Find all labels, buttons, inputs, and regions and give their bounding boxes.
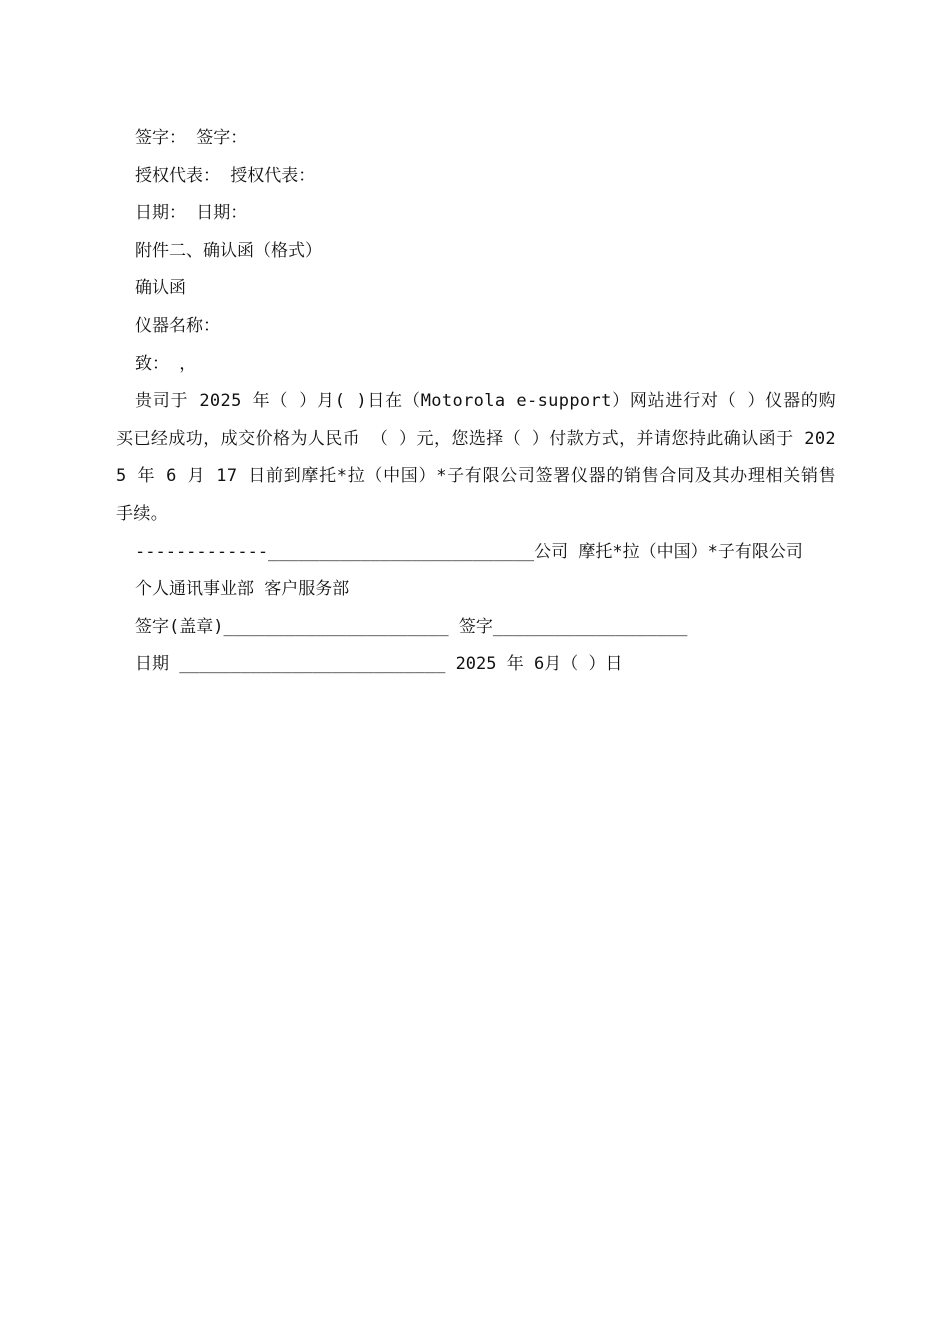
authorized-rep-heading: 授权代表： 授权代表： <box>135 165 316 186</box>
date-line: 日期 __________________________ 2025 年 6月（ ）日 <box>135 654 623 675</box>
document-body <box>116 120 836 684</box>
date-heading: 日期： 日期： <box>135 203 248 224</box>
signature-heading: 签字： 签字： <box>135 128 248 148</box>
signature-seal-line: 签字(盖章)______________________ 签字___________________ <box>135 616 688 637</box>
company-line: -------------__________________________公司 摩托*拉（中国）*子有限公司 <box>135 541 803 562</box>
addressee-line: 致： ， <box>135 353 197 374</box>
confirmation-letter-title: 确认函 <box>135 278 186 299</box>
department-line: 个人通讯事业部 客户服务部 <box>135 579 350 600</box>
attachment-title: 附件二、确认函（格式） <box>135 240 322 261</box>
instrument-name-label: 仪器名称： <box>135 315 220 336</box>
confirmation-paragraph: 贵司于 2025 年（ ）月( )日在（Motorola e-support）网站进行对（ ）仪器的购买已经成功，成交价格为人民币 （ ）元，您选择（ ）付款方式，并请您持此确认函于 2025 年 6 月 17 日前到摩托*拉（中国）*子有限公司签署仪器的销售合同及其办理相关销售手续。 <box>116 391 836 524</box>
